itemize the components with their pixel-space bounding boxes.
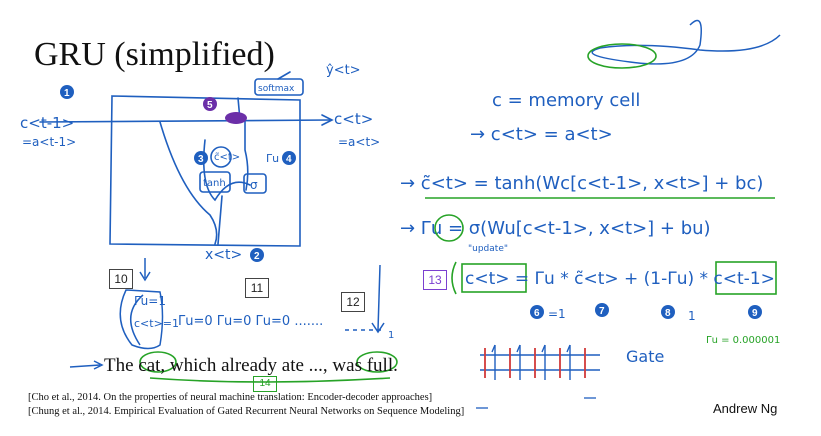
- c-equals-a-note: → c<t> = a<t>: [470, 124, 613, 145]
- label-box-10: 10: [109, 269, 133, 289]
- reference-cho: [Cho et al., 2014. On the properties of neural machine translation: Encoder-decoder approaches]: [28, 392, 433, 403]
- a-prev-label: =a<t-1>: [22, 135, 77, 149]
- label-box-14: 14: [253, 376, 277, 392]
- tanh-label: tanh: [203, 178, 226, 189]
- update-note: "update": [468, 244, 508, 254]
- c-tilde-label: c̃<t>: [214, 152, 241, 163]
- svg-text:4: 4: [286, 154, 292, 165]
- badge-9: [748, 305, 762, 319]
- badge-5: [203, 97, 217, 111]
- c-one-note: c<t>=1: [134, 317, 180, 330]
- author-name: Andrew Ng: [713, 401, 778, 416]
- label-box-12: 12: [341, 292, 365, 312]
- gamma-one-note: Γu=1: [134, 294, 166, 308]
- svg-text:6: 6: [534, 308, 540, 319]
- candidate-equation: → c̃<t> = tanh(Wc[c<t-1>, x<t>] + bc): [400, 173, 764, 194]
- svg-text:9: 9: [752, 308, 758, 319]
- svg-text:8: 8: [665, 308, 671, 319]
- badge-4: [282, 151, 296, 165]
- one-note-b: 1: [688, 309, 696, 323]
- gate-note: Gate: [626, 347, 665, 366]
- badge-2: [250, 248, 264, 262]
- c-next-label: c<t>: [334, 110, 374, 128]
- badge-1: [60, 85, 74, 99]
- badge-8: [661, 305, 675, 319]
- softmax-label: softmax: [258, 84, 295, 94]
- gamma-small-note: Γu = 0.000001: [706, 335, 781, 346]
- badge-6: [530, 305, 544, 319]
- x-input-label: x<t>: [205, 247, 243, 263]
- gamma-u-label: Γu: [266, 152, 280, 165]
- label-box-13: 13: [423, 270, 447, 290]
- gru-outer-box: [110, 96, 300, 246]
- one-note-a: =1: [548, 307, 566, 321]
- reference-chung: [Chung et al., 2014. Empirical Evaluation of Gated Recurrent Neural Networks on Sequence Modeling]: [28, 406, 465, 417]
- c-prev-label: c<t-1>: [20, 114, 75, 132]
- c-flow-line: [40, 120, 330, 122]
- a-next-label: =a<t>: [338, 135, 381, 149]
- gate-mix-node: [225, 112, 247, 124]
- svg-text:1: 1: [64, 88, 70, 99]
- badge-7: [595, 303, 609, 317]
- label-box-11: 11: [245, 278, 269, 298]
- svg-text:7: 7: [599, 306, 605, 317]
- svg-text:3: 3: [198, 154, 204, 165]
- slide-title: GRU (simplified): [34, 36, 275, 73]
- gammas-zero-note: Γu=0 Γu=0 Γu=0 .......: [178, 314, 324, 329]
- sigma-label: σ: [250, 178, 258, 192]
- y-hat-label: ŷ<t>: [326, 63, 361, 78]
- c-update-equation: c<t> = Γu * c̃<t> + (1-Γu) * c<t-1>: [465, 269, 775, 289]
- example-sentence: The cat, which already ate ..., was full.: [104, 355, 398, 376]
- memory-cell-note: c = memory cell: [492, 90, 641, 111]
- gate-equation: → Γu = σ(Wu[c<t-1>, x<t>] + bu): [400, 218, 711, 239]
- svg-text:5: 5: [207, 100, 213, 111]
- one-note-c: 1: [388, 330, 395, 341]
- svg-text:2: 2: [254, 251, 260, 262]
- badge-3: [194, 151, 208, 165]
